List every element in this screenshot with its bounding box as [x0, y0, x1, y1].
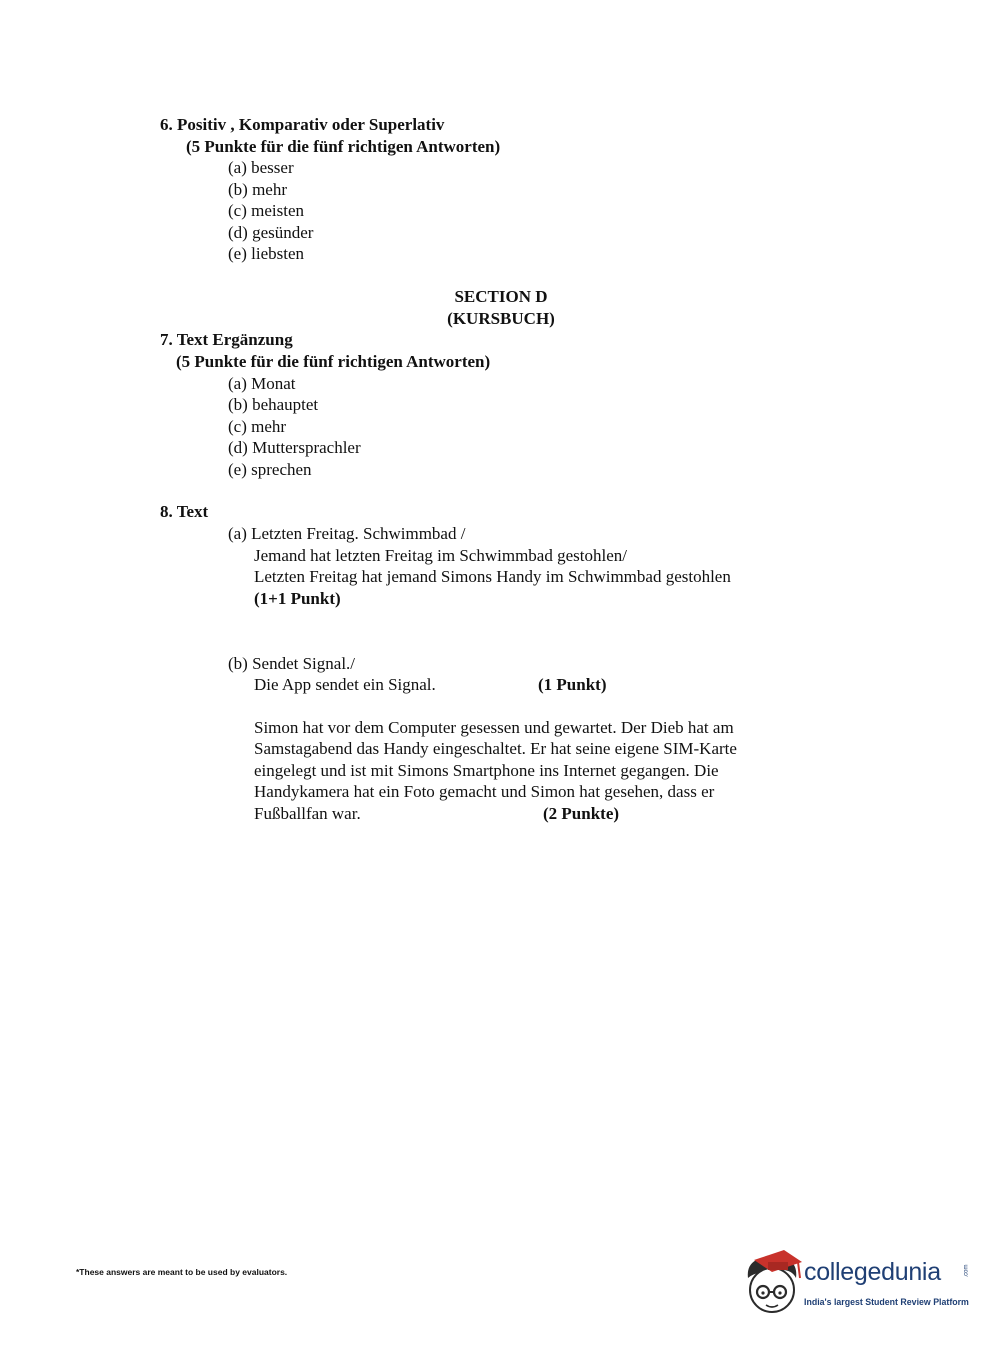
q6-answer-a: (a) besser — [228, 158, 294, 177]
logo-tagline: India's largest Student Review Platform — [804, 1297, 969, 1307]
q8a-line3: Letzten Freitag hat jemand Simons Handy im Schwimmbad gestohlen — [254, 567, 731, 586]
q8a-line1: (a) Letzten Freitag. Schwimmbad / — [228, 524, 466, 543]
q7-points: (5 Punkte für die fünf richtigen Antworten) — [176, 352, 491, 371]
logo-suffix: .com — [963, 1264, 970, 1278]
q8-paragraph-line1: Simon hat vor dem Computer gesessen und gewartet. Der Dieb hat am — [254, 718, 734, 737]
q8b-points: (1 Punkt) — [538, 675, 607, 694]
q7-answer-c: (c) mehr — [228, 417, 287, 436]
q7-answer-d: (d) Muttersprachler — [228, 438, 361, 457]
q6-answer-c: (c) meisten — [228, 201, 304, 220]
q8a-line2: Jemand hat letzten Freitag im Schwimmbad gestohlen/ — [254, 546, 627, 565]
q8-paragraph-line4: Handykamera hat ein Foto gemacht und Simon hat gesehen, dass er — [254, 782, 715, 801]
section-title: SECTION D — [454, 287, 548, 306]
q6-answer-e: (e) liebsten — [228, 244, 304, 263]
q6-points: (5 Punkte für die fünf richtigen Antworten) — [186, 137, 501, 156]
q8-paragraph-line3: eingelegt und ist mit Simons Smartphone ins Internet gegangen. Die — [254, 761, 719, 780]
q7-answer-a: (a) Monat — [228, 374, 296, 393]
student-mascot-icon — [742, 1248, 804, 1320]
q8-paragraph-points: (2 Punkte) — [543, 804, 620, 823]
q8b-line2: Die App sendet ein Signal. — [254, 675, 436, 694]
collegedunia-logo — [742, 1248, 972, 1320]
q8-paragraph-line5: Fußballfan war. — [254, 804, 361, 823]
q7-answer-e: (e) sprechen — [228, 460, 312, 479]
q8b-line1: (b) Sendet Signal./ — [228, 654, 356, 673]
evaluator-footnote: *These answers are meant to be used by evaluators. — [76, 1267, 288, 1277]
q7-heading: 7. Text Ergänzung — [160, 330, 293, 349]
logo-wordmark: collegedunia — [804, 1258, 941, 1286]
q8a-points: (1+1 Punkt) — [254, 589, 341, 608]
q8-heading: 8. Text — [160, 502, 209, 521]
q6-answer-b: (b) mehr — [228, 180, 288, 199]
q7-answer-b: (b) behauptet — [228, 395, 319, 414]
q6-answer-d: (d) gesünder — [228, 223, 314, 242]
section-subtitle: (KURSBUCH) — [447, 309, 555, 328]
q6-heading: 6. Positiv , Komparativ oder Superlativ — [160, 115, 445, 134]
q8-paragraph-line2: Samstagabend das Handy eingeschaltet. Er hat seine eigene SIM-Karte — [254, 739, 737, 758]
